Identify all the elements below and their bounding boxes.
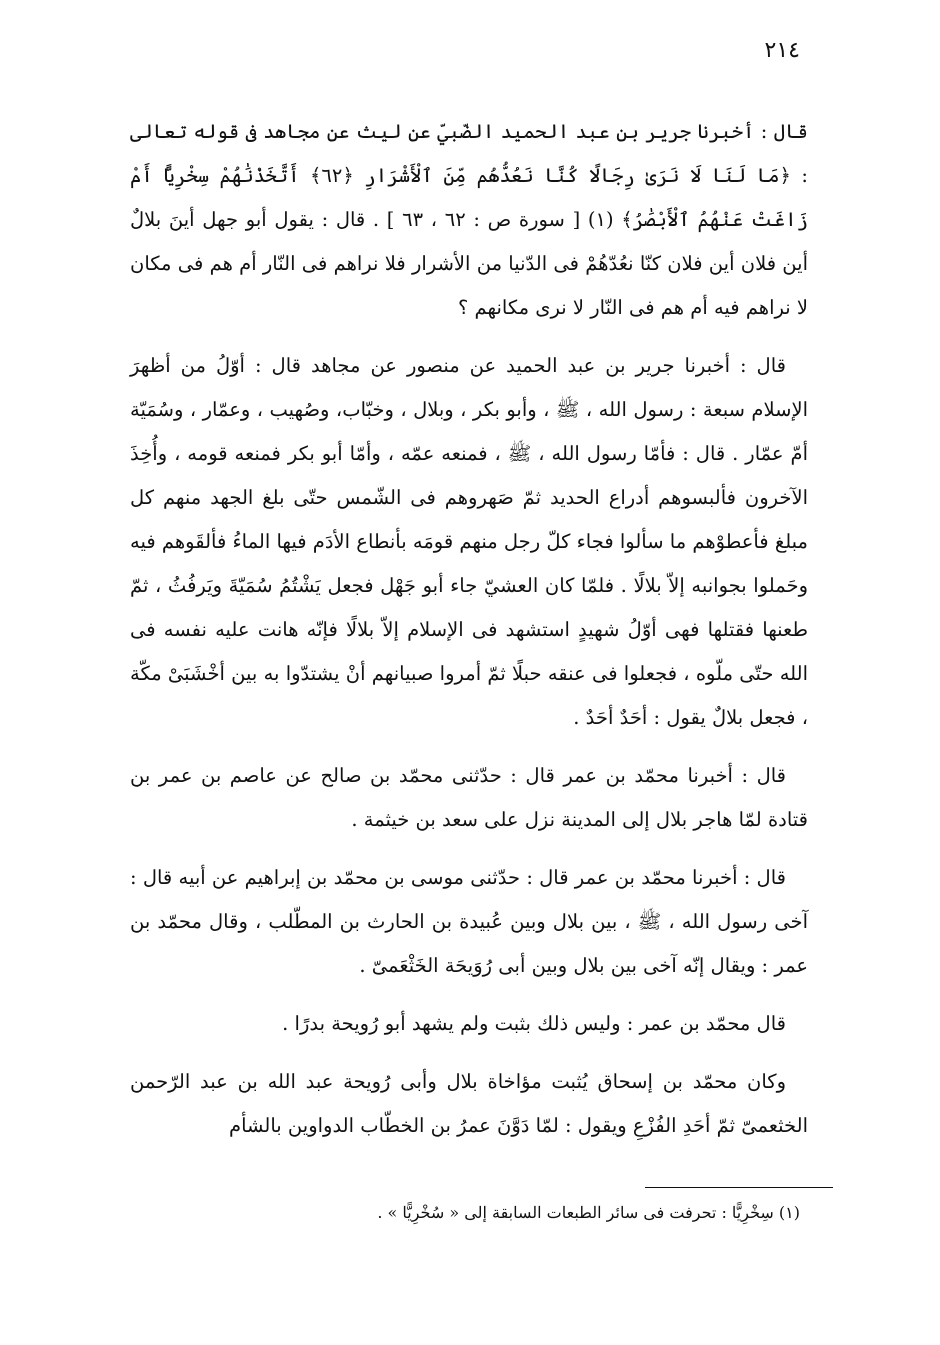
paragraph: قال : أخبرنا جرير بن عبد الحميد عن منصور عن مجاهد قال : أوّلُ من أظهرَ الإسلام سبعة : رسول الله ، ﷺ ، وأبو بكر ، وبلال ، وخبّاب، وصُهيب ، وعمّار ، وسُمَيّة أمّ عمّار . قال : فأمّا رسول الله ، ﷺ ، فمنعه عمّه ، وأمّا أبو بكر فمنعه قومه ، وأُخِذَ الآخرون فألبسوهم أدراع الحديد ثمّ صَهروهم فى الشّمس حتّى بلغ الجهد منهم كل مبلغ فأعطوْهم ما سألوا فجاء كلّ رجل منهم قومَه بأنطاع الأدَم فيها الماءُ فألقَوهم فيه وحَملوا بجوانبه إلاّ بلالًا . فلمّا كان العشيّ جاء أبو جَهْل فجعل يَشْتُمُ سُمَيّةَ ويَرفُثُ ، ثمّ طعنها فقتلها فهى أوّلُ شهيدٍ استشهد فى الإسلام إلاّ بلالًا فإنّه هانت عليه نفسه فى الله حتّى ملّوه ، فجعلوا فى عنقه حبلًا ثمّ أمروا صبيانهم أنْ يشتدّوا به بين أخْشَبَىْ مكّة ، فجعل بلالٌ يقول : أحَدٌ أحَدٌ . [130,354,808,729]
paragraph: قال : أخبرنا محمّد بن عمر قال : حدّثنى موسى بن محمّد بن إبراهيم عن أبيه قال : آخى رسول الله ، ﷺ ، بين بلال وبين عُبيدة بن الحارث بن المطّلب ، وقال محمّد بن عمر : ويقال إنّه آخى بين بلال وبين أبى رُوَيحَة الخَثْعَمىّ . [130,866,808,977]
footnote-divider [645,1187,833,1188]
paragraph: قال : أخبرنا جرير بن عبد الحميد الضّبيّ عن ليث عن مجاهد فى قوله تعالى : ﴿مَا لَنَا لَا نَرَىٰ رِجَالًا كُنَّا نَعُدُّهُم مِّنَ ٱلْأَشْرَارِ ﴿٦٢﴾ أَتَّخَذْنَٰهُمْ سِخْرِيًّا أَمْ زَاغَتْ عَنْهُمُ ٱلْأَبْصَٰرُ﴾ (١) [ سورة ص : ٦٢ ، ٦٣ ] . قال : يقول أبو جهل أينَ بلالٌ أين فلان أين فلان كنّا نعُدّهُمْ فى الدّنيا من الأشرار فلا نراهم فى النّار أم هم فى مكان لا نراهم فيه أم هم فى النّار لا نرى مكانهم ؟ [130,120,808,319]
paragraph: قال : أخبرنا محمّد بن عمر قال : حدّثنى محمّد بن صالح عن عاصم بن عمر بن قتادة لمّا هاجر بلال إلى المدينة نزل على سعد بن خيثمة . [130,764,808,831]
body-text [130,110,808,1162]
footnote: (١) سِخْرِيًّا : تحرفت فى سائر الطبعات السابقة إلى « سُخْرِيًّا » . [377,1203,800,1222]
paragraph: وكان محمّد بن إسحاق يُثبت مؤاخاة بلال وأبى رُويحة عبد الله بن عبد الرّحمن الخثعمىّ ثمّ أحَدِ الفُزْعِ ويقول : لمّا دَوَّنَ عمرُ بن الخطّاب الدواوين بالشأم [130,1070,808,1137]
page-number: ٢١٤ [764,38,800,63]
paragraph: قال محمّد بن عمر : وليس ذلك بثبت ولم يشهد أبو رُويحة بدرًا . [282,1012,786,1035]
